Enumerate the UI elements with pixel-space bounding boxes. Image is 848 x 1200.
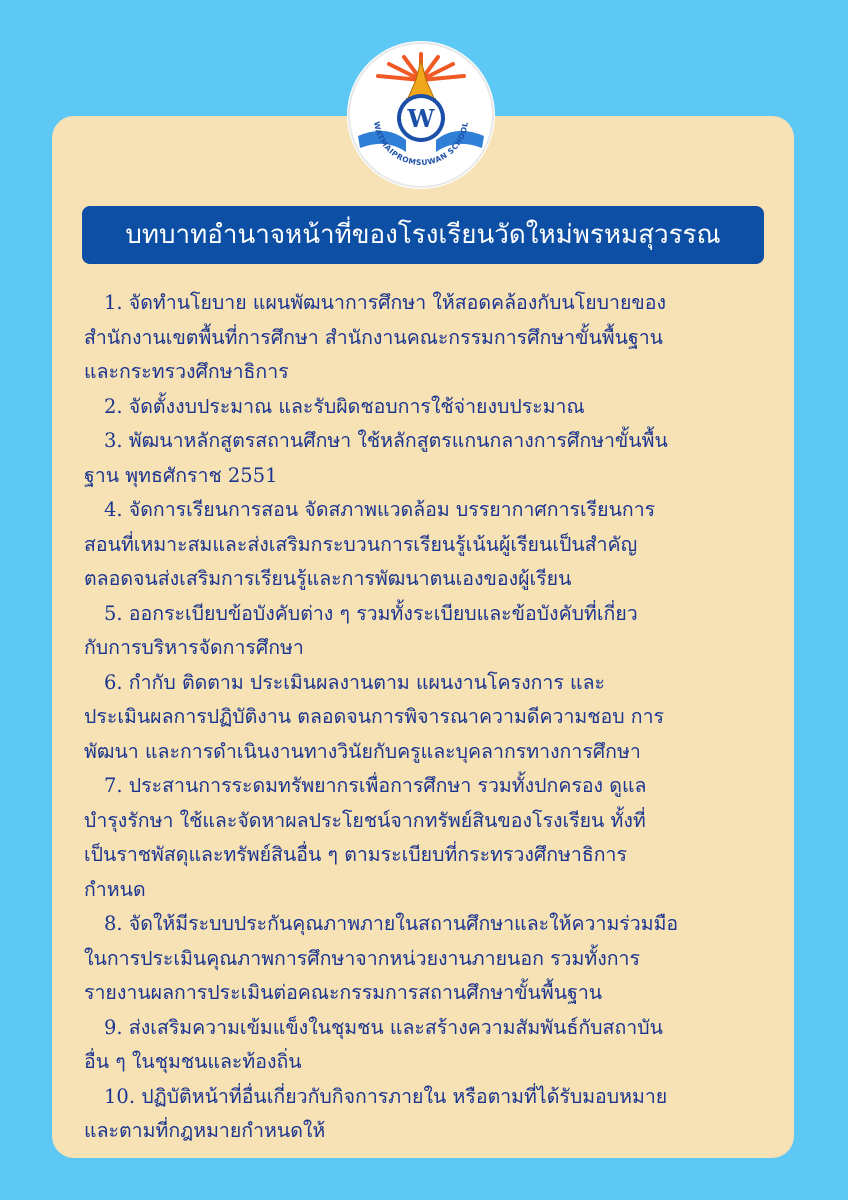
duty-line: 9. ส่งเสริมความเข้มแข็งในชุมชน และสร้างความสัมพันธ์กับสถาบัน (104, 1015, 663, 1039)
duty-item (84, 286, 774, 390)
duty-line: 3. พัฒนาหลักสูตรสถานศึกษา ใช้หลักสูตรแกนกลางการศึกษาขั้นพื้น (104, 429, 668, 452)
duty-line: บำรุงรักษา ใช้และจัดหาผลประโยชน์จากทรัพย์สินของโรงเรียน ทั้งที่ (84, 808, 646, 832)
duty-line: กำหนด (84, 877, 146, 901)
duty-item (84, 493, 774, 597)
duty-line: 7. ประสานการระดมทรัพยากรเพื่อการศึกษา รวมทั้งปกครอง ดูแล (104, 774, 647, 797)
duty-item (84, 424, 774, 493)
duty-line: ประเมินผลการปฏิบัติงาน ตลอดจนการพิจารณาความดีความชอบ การ (84, 705, 665, 728)
svg-text:W: W (407, 104, 435, 133)
duty-line: 4. จัดการเรียนการสอน จัดสภาพแวดล้อม บรรยากาศการเรียนการ (104, 498, 656, 521)
duty-item (84, 666, 774, 770)
page-title: บทบาทอำนาจหน้าที่ของโรงเรียนวัดใหม่พรหมสุวรรณ (82, 206, 764, 264)
duties-list (84, 286, 774, 1149)
duty-line: 2. จัดตั้งงบประมาณ และรับผิดชอบการใช้จ่ายงบประมาณ (104, 394, 585, 418)
duty-line: รายงานผลการประเมินต่อคณะกรรมการสถานศึกษาขั้นพื้นฐาน (84, 981, 603, 1004)
duty-line: ในการประเมินคุณภาพการศึกษาจากหน่วยงานภายนอก รวมทั้งการ (84, 946, 640, 970)
school-logo-icon (346, 40, 496, 190)
duty-line: สอนที่เหมาะสมและส่งเสริมกระบวนการเรียนรู้เน้นผู้เรียนเป็นสำคัญ (84, 532, 638, 556)
duty-line: กับการบริหารจัดการศึกษา (84, 636, 304, 659)
duty-line: และตามที่กฎหมายกำหนดให้ (84, 1119, 326, 1142)
duty-line: พัฒนา และการดำเนินงานทางวินัยกับครูและบุคลากรทางการศึกษา (84, 739, 641, 763)
school-logo (346, 40, 496, 190)
duty-item (84, 597, 774, 666)
duty-line: และกระทรวงศึกษาธิการ (84, 360, 289, 383)
duty-line: ฐาน พุทธศักราช 2551 (84, 463, 278, 487)
duty-line: 5. ออกระเบียบข้อบังคับต่าง ๆ รวมทั้งระเบียบและข้อบังคับที่เกี่ยว (104, 601, 638, 625)
duty-item (84, 907, 774, 1011)
duty-line: สำนักงานเขตพื้นที่การศึกษา สำนักงานคณะกรรมการศึกษาขั้นพื้นฐาน (84, 325, 664, 349)
svg-text:WATMAIPROMSUWAN SCHOOL: WATMAIPROMSUWAN SCHOOL (372, 120, 470, 168)
duty-item (84, 769, 774, 907)
duty-item (84, 390, 774, 425)
duty-line: อื่น ๆ ในชุมชนและท้องถิ่น (84, 1050, 302, 1073)
duty-line: 6. กำกับ ติดตาม ประเมินผลงานตาม แผนงานโครงการ และ (104, 670, 606, 694)
duty-line: 1. จัดทำนโยบาย แผนพัฒนาการศึกษา ให้สอดคล้องกับนโยบายของ (104, 291, 666, 314)
duty-item (84, 1080, 774, 1149)
duty-line: เป็นราชพัสดุและทรัพย์สินอื่น ๆ ตามระเบียบที่กระทรวงศึกษาธิการ (84, 843, 627, 866)
duty-item (84, 1011, 774, 1080)
duty-line: 8. จัดให้มีระบบประกันคุณภาพภายในสถานศึกษาและให้ความร่วมมือ (104, 912, 679, 935)
duty-line: ตลอดจนส่งเสริมการเรียนรู้และการพัฒนาตนเองของผู้เรียน (84, 567, 572, 590)
duty-line: 10. ปฏิบัติหน้าที่อื่นเกี่ยวกับกิจการภายใน หรือตามที่ได้รับมอบหมาย (104, 1084, 668, 1108)
